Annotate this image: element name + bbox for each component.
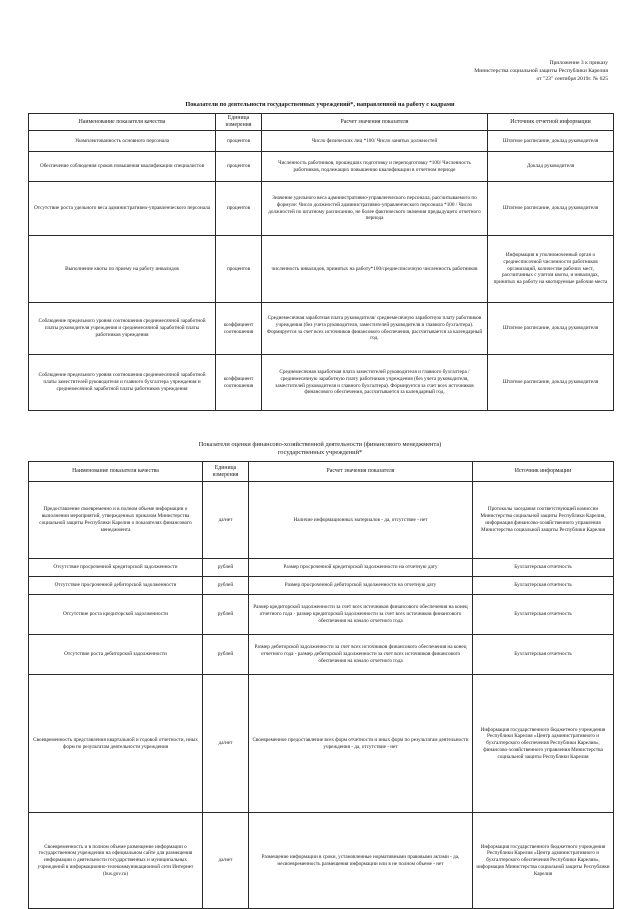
indicator-unit: коэффициент соотношения xyxy=(216,303,262,355)
section2-title-line-2: государственных учреждений* xyxy=(277,449,363,456)
finance-indicators-table xyxy=(28,461,614,909)
hr-indicators-table xyxy=(28,113,614,411)
indicator-name: Выполнение квоты по приему на работу инвалидов xyxy=(29,236,216,303)
indicator-source: Доклад руководителя xyxy=(488,152,614,182)
indicator-unit: да/нет xyxy=(203,482,249,559)
table-row xyxy=(29,355,614,411)
table-row xyxy=(29,131,614,152)
section2-title-line-1: Показатели оценки финансово-хозяйственной деятельности (финансового менеджмента) xyxy=(198,441,442,448)
indicator-source: Бухгалтерская отчетность xyxy=(473,559,614,577)
indicator-name: Отсутствие роста дебиторской задолженности xyxy=(29,635,203,675)
indicator-source: Информация в уполномоченный орган о среднесписочной численности работников организаций, количестве рабочих мест, рассчитанных с учетом квоты, и инвалидах, принятых на работу на квотируемые рабочие места xyxy=(488,236,614,303)
indicator-calc: Среднемесячная заработная плата заместителей руководителя и главного бухгалтера / среднемесячную заработную плату работников учреждения (без учета руководителя, заместителей руководителя и главного бухгалтера). Формируется за счет всех источников финансового обеспечения, рассчитывается за календарный год. xyxy=(262,355,488,411)
column-header: Источник информации xyxy=(473,462,614,482)
indicator-name: Отсутствие роста удельного веса административно-управленческого персонала xyxy=(29,182,216,236)
table-row xyxy=(29,635,614,675)
table-row xyxy=(29,675,614,813)
table-row xyxy=(29,236,614,303)
indicator-calc: Размер просроченной кредиторской задолженности на отчетную дату xyxy=(249,559,473,577)
column-header: Наименование показателя качества xyxy=(29,114,216,131)
column-header: Расчет значения показателя xyxy=(249,462,473,482)
column-header: Источник отчетной информации xyxy=(488,114,614,131)
column-header: Единица измерения xyxy=(216,114,262,131)
indicator-unit: рублей xyxy=(203,559,249,577)
appendix-line-2: Министерства социальной защиты Республики Карелия xyxy=(474,68,608,74)
indicator-unit: да/нет xyxy=(203,813,249,909)
indicator-source: Штатное расписание, доклад руководителя xyxy=(488,303,614,355)
table-row xyxy=(29,577,614,595)
indicator-source: Протоколы заседания соответствующей комиссии Министерства социальной защиты Республики Карелия, информация финансово-хозяйственного управления Министерства социальной защиты Республики Карелия xyxy=(473,482,614,559)
indicator-name: Укомплектованность основного персонала xyxy=(29,131,216,152)
indicator-name: Соблюдение предельного уровня соотношения среднемесячной заработной платы заместителей руководителя и главного бухгалтера учреждения и среднемесячной заработной платы работников учреждения xyxy=(29,355,216,411)
indicator-unit: рублей xyxy=(203,595,249,635)
indicator-calc: Наличие информационных материалов - да, отсутствие - нет xyxy=(249,482,473,559)
table-row xyxy=(29,182,614,236)
indicator-name: Обеспечение соблюдения сроков повышения квалификации специалистов xyxy=(29,152,216,182)
indicator-calc: Среднемесячная заработная плата руководителя/ среднемесячную заработную плату работников учреждения (без учета руководителя, заместителей руководителя и главного бухгалтера). Формируется за счет всех источников финансового обеспечения, рассчитывается за календарный год. xyxy=(262,303,488,355)
table-row xyxy=(29,595,614,635)
indicator-calc: Значение удельного веса административно-управленческого персонала, рассчитываемого по формуле: Число должностей административно-управленческого персонала *100 / Число должностей по штатному расписанию, не более фактического значения предыдущего отчетного периода xyxy=(262,182,488,236)
appendix-header xyxy=(474,59,608,83)
section1-title: Показатели по деятельности государственных учреждений*, направленной на работу с кадрами xyxy=(185,101,455,108)
table-row xyxy=(29,813,614,909)
table-header-row xyxy=(29,114,614,131)
indicator-source: Штатное расписание, доклад руководителя xyxy=(488,355,614,411)
column-header: Расчет значения показателя xyxy=(262,114,488,131)
indicator-unit: процентов xyxy=(216,131,262,152)
table-row xyxy=(29,482,614,559)
indicator-name: Отсутствие просроченной кредиторской задолженности xyxy=(29,559,203,577)
indicator-source: Информация государственного бюджетного учреждения Республики Карелия «Центр административного и бухгалтерского обеспечения Республики Карелия», финансово-хозяйственного управления Министерства социальной защиты Республики Карелия xyxy=(473,675,614,813)
indicator-unit: коэффициент соотношения xyxy=(216,355,262,411)
indicator-unit: процентов xyxy=(216,152,262,182)
indicator-name: Отсутствие роста кредиторской задолженности xyxy=(29,595,203,635)
indicator-calc: численность инвалидов, принятых на работу*100/среднесписочную численность работников xyxy=(262,236,488,303)
indicator-unit: процентов xyxy=(216,182,262,236)
indicator-source: Бухгалтерская отчетность xyxy=(473,635,614,675)
indicator-calc: Число физических лиц *100/ Число занятых должностей xyxy=(262,131,488,152)
indicator-name: Отсутствие просроченной дебиторской задолженности xyxy=(29,577,203,595)
section2-title xyxy=(0,441,640,457)
column-header: Наименование показателя качества xyxy=(29,462,203,482)
indicator-unit: процентов xyxy=(216,236,262,303)
indicator-source: Штатное расписание, доклад руководителя xyxy=(488,131,614,152)
indicator-name: Соблюдение предельного уровня соотношения среднемесячной заработной платы руководителя учреждения и среднемесячной заработной платы работников учреждения xyxy=(29,303,216,355)
indicator-name: Своевременность и в полном объеме размещение информации о государственном учреждении на официальном сайте для размещения информации о деятельности государственных и муниципальных учреждений в информационно-телекоммуникационной сети Интернет (bus.gov.ru) xyxy=(29,813,203,909)
indicator-name: Своевременность представления квартальной и годовой отчетности, иных форм по результатам деятельности учреждения xyxy=(29,675,203,813)
indicator-calc: Размер дебиторской задолженности за счет всех источников финансового обеспечения на конец отчетного года - размер дебиторской задолженности за счет всех источников финансового обеспечения на начало отчетного года xyxy=(249,635,473,675)
indicator-calc: Численность работников, прошедших подготовку и переподготовку *100/ Численность работников, подлежащих повышению квалификации в отчетном периоде xyxy=(262,152,488,182)
indicator-source: Штатное расписание, доклад руководителя xyxy=(488,182,614,236)
indicator-unit: да/нет xyxy=(203,675,249,813)
column-header: Единица измерения xyxy=(203,462,249,482)
indicator-calc: Размещение информации в сроки, установленные нормативными правовыми актами - да, несвоевременность размещения информации или в не полном объеме - нет xyxy=(249,813,473,909)
table-header-row xyxy=(29,462,614,482)
table-row xyxy=(29,559,614,577)
indicator-calc: Размер просроченной дебиторской задолженности на отчетную дату xyxy=(249,577,473,595)
indicator-source: Бухгалтерская отчетность xyxy=(473,577,614,595)
appendix-line-1: Приложение 3 к приказу xyxy=(549,60,608,66)
indicator-name: Предоставление своевременно и в полном объеме информации о выполнении мероприятий, утвержденных приказом Министерства социальной защиты Республики Карелия о показателях финансового менеджмента xyxy=(29,482,203,559)
indicator-source: Бухгалтерская отчетность xyxy=(473,595,614,635)
indicator-unit: рублей xyxy=(203,577,249,595)
table-row xyxy=(29,152,614,182)
appendix-line-3: от "23" сентября 2019г. № 625 xyxy=(536,76,608,82)
indicator-unit: рублей xyxy=(203,635,249,675)
indicator-source: Информация государственного бюджетного учреждения Республики Карелия «Центр административного и бухгалтерского обеспечения Республики Карелия», информация Министерства социальной защиты Республики Карелия xyxy=(473,813,614,909)
indicator-calc: Своевременное предоставление всех форм отчетности и иных форм по результатам деятельности учреждения - да, отсутствие - нет xyxy=(249,675,473,813)
table-row xyxy=(29,303,614,355)
indicator-calc: Размер кредиторской задолженности за счет всех источников финансового обеспечения на конец отчетного года - размер кредиторской задолженности за счет всех источников финансового обеспечения на начало отчетного года xyxy=(249,595,473,635)
